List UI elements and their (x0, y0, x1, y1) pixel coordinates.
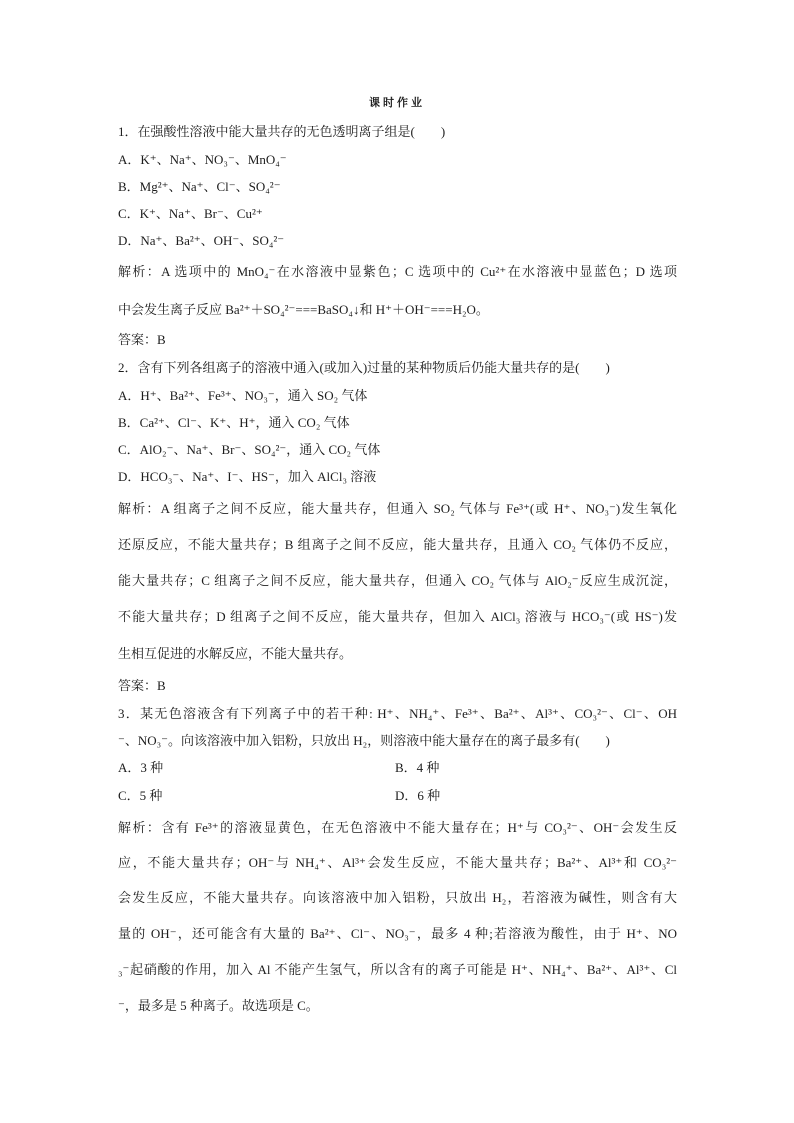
question-3-stem: 3．某无色溶液含有下列离子中的若干种: H⁺、NH₄⁺、Fe³⁺、Ba²⁺、Al³⁺、CO₃²⁻、Cl⁻、OH (118, 706, 677, 721)
question-3-stem: ⁻、NO₃⁻。向该溶液中加入铝粉，只放出 H₂，则溶液中能大量存在的离子最多有( ) (118, 733, 610, 748)
question-3-option-d: D．6 种 (395, 788, 441, 803)
question-1-option-b: B．Mg²⁺、Na⁺、Cl⁻、SO₄²⁻ (118, 179, 281, 194)
question-2-analysis-line: 能大量共存；C 组离子之间不反应，能大量共存，但通入 CO₂ 气体与 AlO₂⁻反应生成沉淀， (118, 573, 677, 588)
question-2-option-c: C．AlO₂⁻、Na⁺、Br⁻、SO₄²⁻，通入 CO₂ 气体 (118, 442, 381, 457)
question-2-analysis-line: 还原反应，不能大量共存；B 组离子之间不反应，能大量共存，且通入 CO₂ 气体仍不反应， (118, 537, 677, 552)
question-3-analysis-line: ⁻，最多是 5 种离子。故选项是 C。 (118, 998, 319, 1013)
question-1-option-d: D．Na⁺、Ba²⁺、OH⁻、SO₄²⁻ (118, 233, 285, 248)
question-1-answer: 答案：B (118, 332, 166, 347)
question-2-answer: 答案：B (118, 678, 166, 693)
question-2-analysis-line: 不能大量共存；D 组离子之间不反应，能大量共存，但加入 AlCl₃ 溶液与 HCO₃⁻(或 HS⁻)发 (118, 609, 677, 624)
question-3-option-c: C．5 种 (118, 788, 163, 803)
question-2-option-a: A．H⁺、Ba²⁺、Fe³⁺、NO₃⁻，通入 SO₂ 气体 (118, 388, 368, 403)
question-2-analysis-line: 解析：A 组离子之间不反应，能大量共存，但通入 SO₂ 气体与 Fe³⁺(或 H⁺、NO₃⁻)发生氧化 (118, 501, 677, 516)
question-1-stem: 1．在强酸性溶液中能大量共存的无色透明离子组是( ) (118, 124, 446, 139)
question-3-option-a: A．3 种 (118, 760, 164, 775)
question-1-analysis-line: 中会发生离子反应 Ba²⁺＋SO₄²⁻===BaSO₄↓和 H⁺＋OH⁻===H₂O。 (118, 302, 489, 317)
question-2-option-b: B．Ca²⁺、Cl⁻、K⁺、H⁺，通入 CO₂ 气体 (118, 415, 350, 430)
question-1-option-c: C．K⁺、Na⁺、Br⁻、Cu²⁺ (118, 206, 263, 221)
page-title: 课时作业 (369, 96, 425, 109)
question-3-analysis-line: 解析：含有 Fe³⁺的溶液显黄色，在无色溶液中不能大量存在；H⁺与 CO₃²⁻、OH⁻会发生反 (118, 820, 677, 835)
question-2-stem: 2．含有下列各组离子的溶液中通入(或加入)过量的某种物质后仍能大量共存的是( ) (118, 360, 610, 375)
question-3-analysis-line: 会发生反应，不能大量共存。向该溶液中加入铝粉，只放出 H₂，若溶液为碱性，则含有大 (118, 890, 677, 905)
question-2-analysis-line: 生相互促进的水解反应，不能大量共存。 (118, 646, 353, 661)
question-3-analysis-line: ₃⁻起硝酸的作用，加入 Al 不能产生氢气，所以含有的离子可能是 H⁺、NH₄⁺、Ba²⁺、Al³⁺、Cl (118, 962, 677, 977)
question-3-analysis-line: 量的 OH⁻，还可能含有大量的 Ba²⁺、Cl⁻、NO₃⁻，最多 4 种;若溶液为酸性，由于 H⁺、NO (118, 926, 677, 941)
question-3-option-b: B．4 种 (395, 760, 440, 775)
question-3-analysis-line: 应，不能大量共存；OH⁻与 NH₄⁺、Al³⁺会发生反应，不能大量共存；Ba²⁺、Al³⁺和 CO₃²⁻ (118, 855, 677, 870)
question-1-analysis-line: 解析：A 选项中的 MnO₄⁻在水溶液中显紫色；C 选项中的 Cu²⁺在水溶液中显蓝色；D 选项 (118, 264, 677, 279)
question-2-option-d: D．HCO₃⁻、Na⁺、I⁻、HS⁻，加入 AlCl₃ 溶液 (118, 469, 377, 484)
question-1-option-a: A．K⁺、Na⁺、NO₃⁻、MnO₄⁻ (118, 152, 287, 167)
